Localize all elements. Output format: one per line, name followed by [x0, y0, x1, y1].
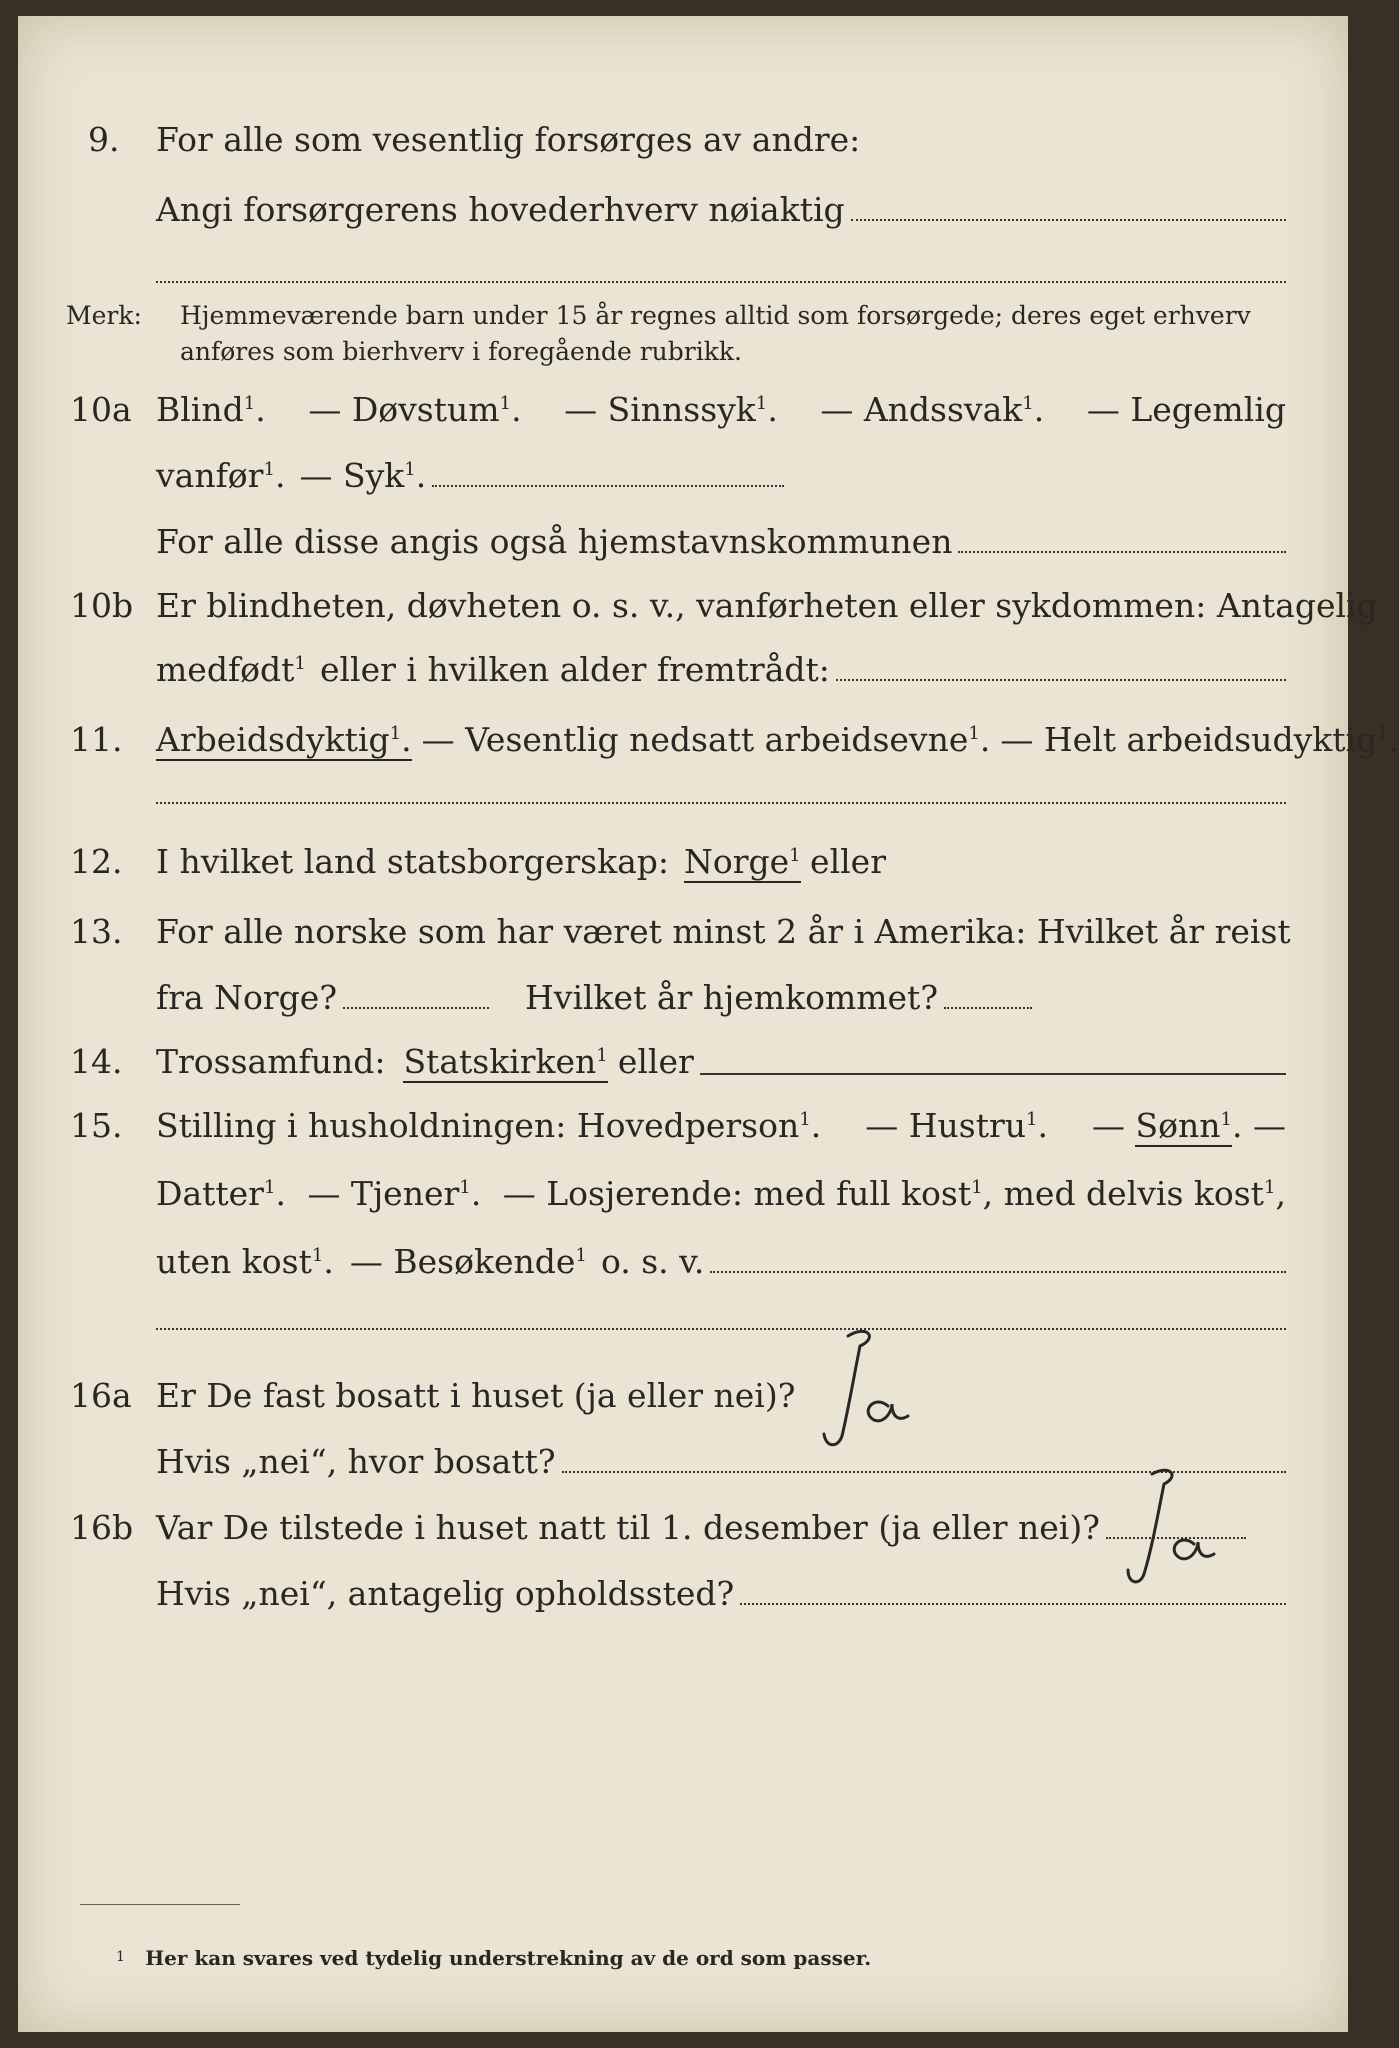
q10a-line1 — [156, 390, 1286, 429]
q15-besokende[interactable]: — Besøkende$^1$ — [349, 1242, 587, 1281]
q12-norge[interactable]: Norge$^1$ — [683, 842, 801, 881]
q13-line2 — [156, 978, 1032, 1017]
q13-line1 — [156, 912, 1291, 951]
q11-answer-line[interactable] — [156, 802, 1286, 804]
merk-label: Merk: — [66, 301, 142, 330]
q11-nedsatt[interactable]: — Vesentlig nedsatt arbeidsevne$^1$. — [421, 720, 991, 759]
q15-line3 — [156, 1242, 1286, 1281]
q10a-vanfor: vanfør$^1$. — [156, 456, 286, 495]
q9-line2 — [156, 190, 1286, 229]
q15-sonn[interactable]: Sønn$^1$ — [1135, 1106, 1232, 1145]
q15-sonn-group: — Sønn$^1$. — — [1091, 1106, 1286, 1145]
q13-hjemkommet-label: Hvilket år hjemkommet? — [525, 978, 939, 1017]
q16b-line2 — [156, 1574, 1286, 1613]
q11-number: 11. — [70, 720, 123, 759]
q10a-line3 — [156, 522, 1286, 561]
q10a-syk: — Syk$^1$. — [299, 456, 427, 495]
q10b-answer-line[interactable] — [836, 678, 1286, 681]
q15-line2 — [156, 1174, 1286, 1213]
q15-osv: o. s. v. — [600, 1242, 705, 1281]
footnote — [116, 1946, 871, 1970]
q10a-legemlig: — Legemlig — [1086, 390, 1286, 429]
footnote-rule — [80, 1904, 240, 1905]
q14-eller: eller — [617, 1042, 694, 1081]
q10a-dovstum: — Døvstum$^1$. — [308, 390, 522, 429]
q12-line1 — [156, 842, 892, 883]
q13-text: For alle norske som har været minst 2 år i Amerika: Hvilket år reist — [156, 912, 1291, 951]
q16b-opholdssted-line[interactable] — [740, 1602, 1286, 1605]
q12-text: I hvilket land statsborgerskap: — [156, 842, 670, 881]
q14-statskirken[interactable]: Statskirken$^1$ — [403, 1042, 608, 1081]
q10a-blind: Blind$^1$. — [156, 390, 266, 429]
q13-hjemkommet-line[interactable] — [944, 1006, 1032, 1009]
q13-number: 13. — [70, 912, 123, 951]
q15-datter[interactable]: Datter$^1$. — [156, 1174, 287, 1213]
q10a-sinnssyk: — Sinnssyk$^1$. — [564, 390, 778, 429]
q15-tjener[interactable]: — Tjener$^1$. — [307, 1174, 482, 1213]
q15-hovedperson[interactable]: Stilling i husholdningen: Hovedperson$^1$. — [156, 1106, 822, 1145]
q15-number: 15. — [70, 1106, 123, 1145]
q15-answer-line-2[interactable] — [156, 1328, 1286, 1330]
q10b-line2 — [156, 650, 1286, 689]
q14-number: 14. — [70, 1042, 123, 1081]
q10a-hjemstavn-line[interactable] — [958, 550, 1286, 553]
q15-hustru[interactable]: — Hustru$^1$. — [865, 1106, 1049, 1145]
q14-text: Trossamfund: — [156, 1042, 386, 1081]
q16a-bosatt-text: Hvis „nei“, hvor bosatt? — [156, 1442, 556, 1481]
q16a-line1 — [156, 1376, 795, 1415]
q16b-opholdssted-text: Hvis „nei“, antagelig opholdssted? — [156, 1574, 735, 1613]
q16b-text: Var De tilstede i huset natt til 1. desember (ja eller nei)? — [156, 1508, 1100, 1547]
q10a-number: 10a — [70, 390, 132, 429]
q9-subtext: Angi forsørgerens hovederhverv nøiaktig — [156, 190, 845, 229]
svg-text:Ja: Ja — [808, 1301, 824, 1320]
census-form-page — [18, 16, 1399, 2032]
q10a-andssvak: — Andssvak$^1$. — [820, 390, 1045, 429]
q10a-answer-line[interactable] — [432, 484, 784, 487]
q16b-number: 16b — [70, 1508, 134, 1547]
q15-uten-kost[interactable]: uten kost$^1$. — [156, 1242, 334, 1281]
merk-line1: Hjemmeværende barn under 15 år regnes alltid som forsørgede; deres eget erhverv — [180, 301, 1251, 330]
q9-text: For alle som vesentlig forsørges av andre: — [156, 120, 861, 159]
q9-answer-line-2[interactable] — [156, 281, 1286, 283]
q10b-line1 — [156, 586, 1378, 625]
q10b-number: 10b — [70, 586, 134, 625]
svg-text:Ja: Ja — [1108, 1441, 1124, 1460]
q12-eller: eller — [810, 842, 886, 881]
q11-line1 — [156, 720, 1399, 761]
q13-reist-label: fra Norge? — [156, 978, 338, 1017]
footnote-marker: 1 — [116, 1949, 125, 1965]
footnote-text: Her kan svares ved tydelig understrekning av de ord som passer. — [145, 1946, 872, 1970]
q9-answer-line[interactable] — [851, 218, 1286, 221]
q14-line1 — [156, 1042, 1286, 1083]
q16b-line1 — [156, 1508, 1246, 1547]
q15-line1 — [156, 1106, 1286, 1145]
q10b-text: Er blindheten, døvheten o. s. v., vanførheten eller sykdommen: Antagelig — [156, 586, 1378, 625]
q15-answer-line[interactable] — [710, 1270, 1286, 1273]
q11-udyktig[interactable]: — Helt arbeidsudyktig$^1$. — [1000, 720, 1399, 759]
q14-answer-line[interactable] — [700, 1072, 1286, 1075]
q9-line1 — [156, 120, 860, 159]
q15-losjerende[interactable]: — Losjerende: med full kost$^1$, med delvis kost$^1$, — [502, 1174, 1286, 1213]
merk-line2: anføres som bierhverv i foregående rubrikk. — [180, 337, 742, 366]
q16a-text: Er De fast bosatt i huset (ja eller nei)? — [156, 1376, 796, 1415]
q10b-alder-text: eller i hvilken alder fremtrådt: — [319, 650, 830, 689]
q10a-line2 — [156, 456, 784, 495]
q16a-number: 16a — [70, 1376, 132, 1415]
q10b-medfodt: medfødt$^1$ — [156, 650, 306, 689]
q13-reist-line[interactable] — [343, 1006, 489, 1009]
q12-number: 12. — [70, 842, 123, 881]
q11-arbeidsdyktig[interactable]: Arbeidsdyktig$^1$. — [156, 720, 412, 759]
q9-number: 9. — [88, 120, 120, 159]
q10a-hjemstavn-text: For alle disse angis også hjemstavnskommunen — [156, 522, 953, 561]
